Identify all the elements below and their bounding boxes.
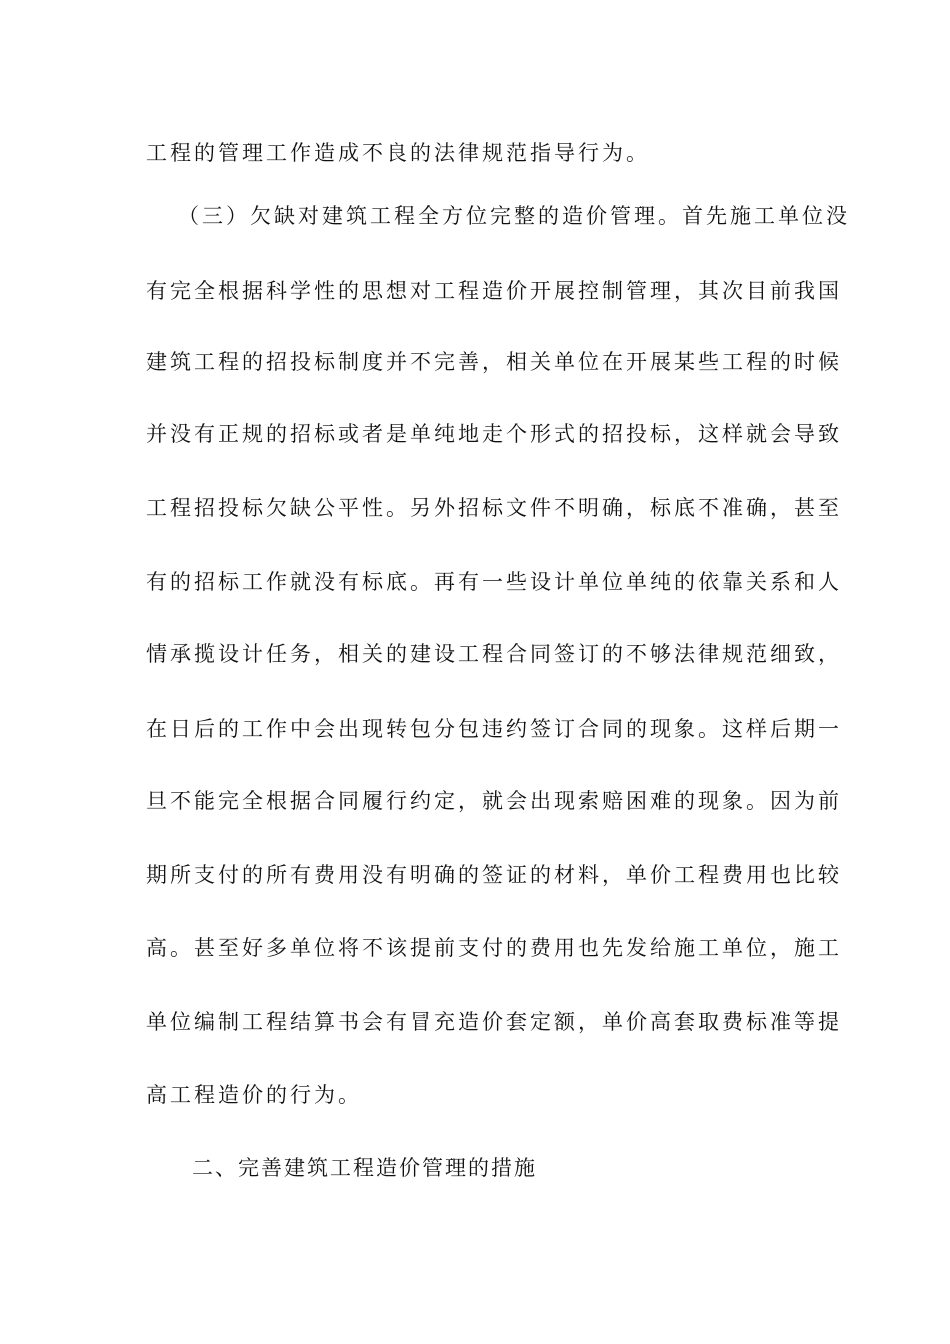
paragraph-line: 高。甚至好多单位将不该提前支付的费用也先发给施工单位，施工 (146, 936, 842, 960)
paragraph-line: 旦不能完全根据合同履行约定，就会出现索赔困难的现象。因为前 (146, 789, 842, 813)
paragraph-line: 有的招标工作就没有标底。再有一些设计单位单纯的依靠关系和人 (146, 570, 842, 594)
paragraph-line: （三）欠缺对建筑工程全方位完整的造价管理。首先施工单位没 (178, 204, 850, 228)
paragraph-line: 建筑工程的招投标制度并不完善，相关单位在开展某些工程的时候 (146, 350, 842, 374)
paragraph-line: 高工程造价的行为。 (146, 1083, 362, 1107)
paragraph-line: 工程的管理工作造成不良的法律规范指导行为。 (146, 141, 650, 165)
section-heading: 二、完善建筑工程造价管理的措施 (192, 1156, 537, 1180)
paragraph-line: 有完全根据科学性的思想对工程造价开展控制管理，其次目前我国 (146, 279, 842, 303)
paragraph-line: 在日后的工作中会出现转包分包违约签订合同的现象。这样后期一 (146, 717, 842, 741)
paragraph-line: 情承揽设计任务，相关的建设工程合同签订的不够法律规范细致， (146, 642, 842, 666)
paragraph-line: 并没有正规的招标或者是单纯地走个形式的招投标，这样就会导致 (146, 422, 842, 446)
paragraph-line: 工程招投标欠缺公平性。另外招标文件不明确，标底不准确，甚至 (146, 496, 842, 520)
paragraph-line: 单位编制工程结算书会有冒充造价套定额，单价高套取费标准等提 (146, 1010, 842, 1034)
paragraph-line: 期所支付的所有费用没有明确的签证的材料，单价工程费用也比较 (146, 863, 842, 887)
